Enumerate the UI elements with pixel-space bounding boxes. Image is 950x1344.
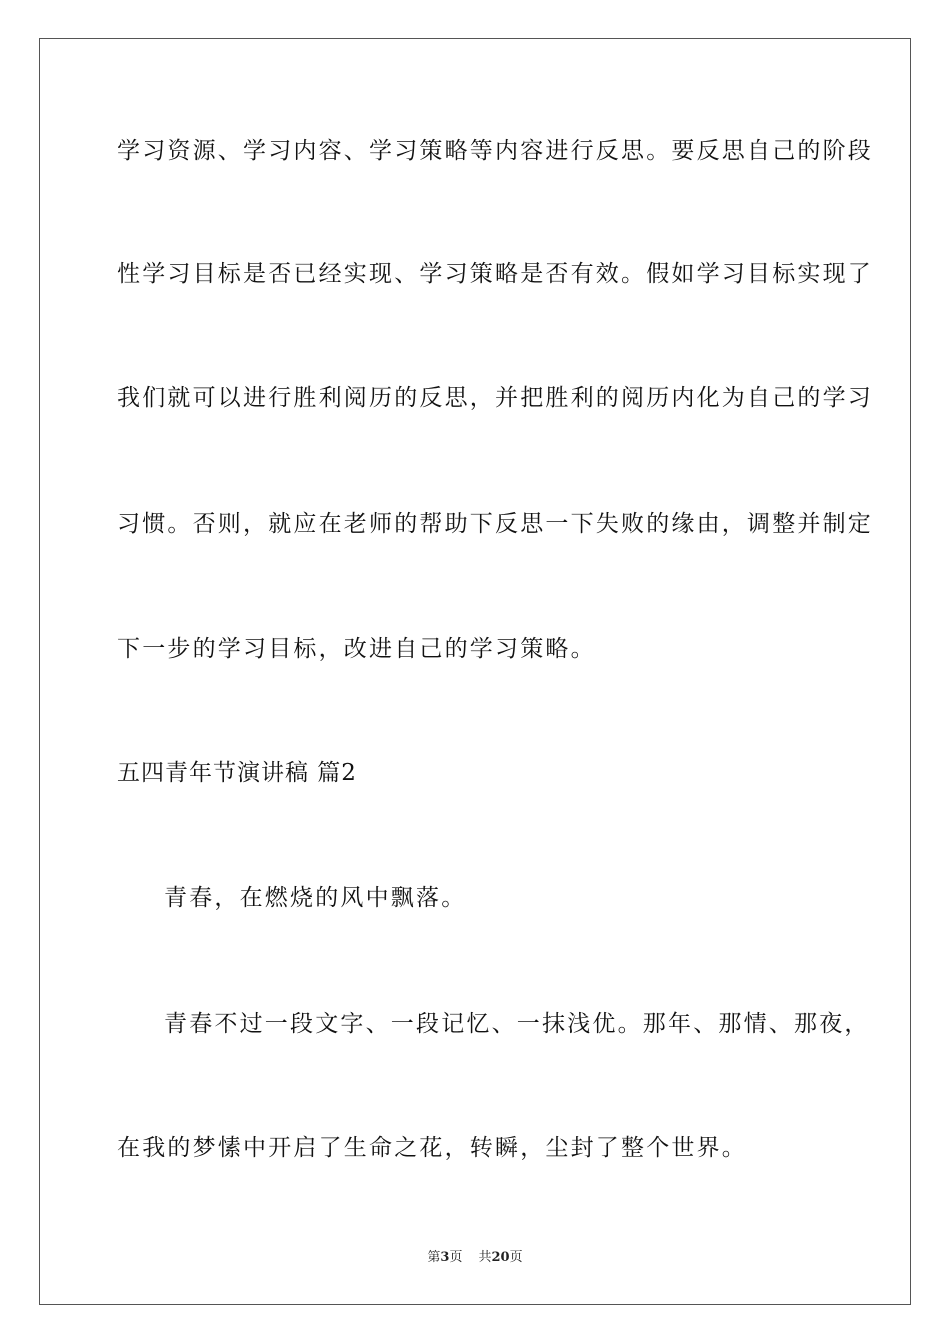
section-heading: 五四青年节演讲稿 篇2 xyxy=(117,760,357,786)
body-line-3: 我们就可以进行胜利阅历的反思，并把胜利的阅历内化为自己的学习 xyxy=(117,385,873,411)
footer-total-number: 20 xyxy=(491,1250,510,1265)
body-line-1: 学习资源、学习内容、学习策略等内容进行反思。要反思自己的阶段 xyxy=(117,138,873,164)
paragraph-line-3: 在我的梦愫中开启了生命之花，转瞬，尘封了整个世界。 xyxy=(117,1135,747,1161)
paragraph-line-1: 青春，在燃烧的风中飘落。 xyxy=(164,885,467,911)
page-footer xyxy=(0,1249,950,1267)
footer-page-prefix: 第 xyxy=(427,1250,441,1265)
footer-total-suffix: 页 xyxy=(509,1250,523,1265)
paragraph-line-2: 青春不过一段文字、一段记忆、一抹浅优。那年、那情、那夜， xyxy=(164,1011,870,1037)
footer-page-number: 3 xyxy=(440,1250,450,1265)
page-frame xyxy=(39,38,911,1305)
footer-page-suffix: 页 xyxy=(449,1250,463,1265)
footer-total-prefix: 共 xyxy=(478,1250,492,1265)
body-line-4: 习惯。否则，就应在老师的帮助下反思一下失败的缘由，调整并制定 xyxy=(117,511,873,537)
body-line-5: 下一步的学习目标，改进自己的学习策略。 xyxy=(117,636,596,662)
body-line-2: 性学习目标是否已经实现、学习策略是否有效。假如学习目标实现了 xyxy=(117,261,873,287)
